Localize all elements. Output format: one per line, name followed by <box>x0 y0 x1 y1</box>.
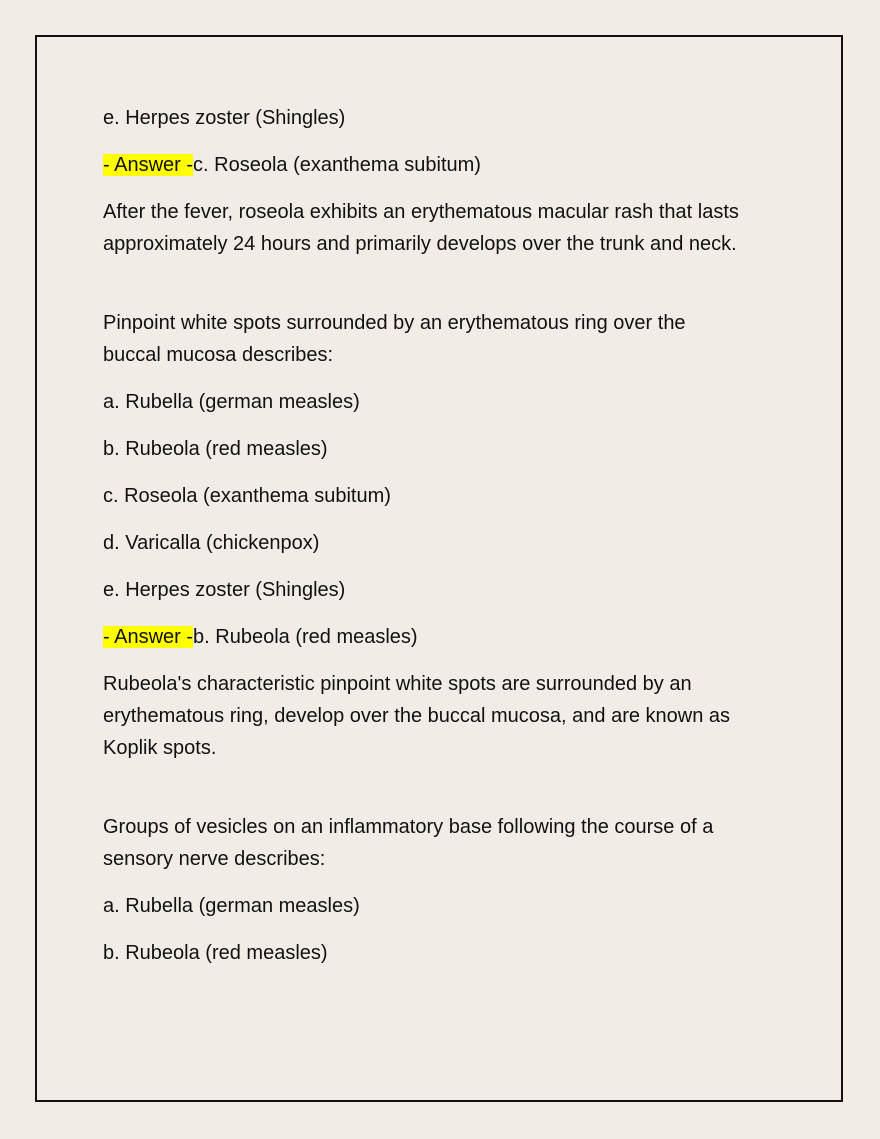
explanation-line: Koplik spots. <box>103 737 217 759</box>
explanation-line: approximately 24 hours and primarily develops over the trunk and neck. <box>103 233 737 255</box>
explanation <box>103 196 803 260</box>
answer-label: - Answer - <box>103 626 194 648</box>
option-d: d. Varicalla (chickenpox) <box>103 532 320 554</box>
answer-line <box>103 621 803 653</box>
option-a: a. Rubella (german measles) <box>103 895 360 917</box>
explanation-line: erythematous ring, develop over the buccal mucosa, and are known as <box>103 705 731 727</box>
question <box>103 811 803 875</box>
document-content <box>103 102 803 984</box>
explanation <box>103 668 803 764</box>
option-e: e. Herpes zoster (Shingles) <box>103 107 346 129</box>
answer-text: b. Rubeola (red measles) <box>193 626 418 648</box>
option-b: b. Rubeola (red measles) <box>103 438 328 460</box>
answer-line <box>103 149 803 181</box>
question <box>103 307 803 371</box>
explanation-line: After the fever, roseola exhibits an erythematous macular rash that lasts <box>103 201 739 223</box>
question-line: buccal mucosa describes: <box>103 344 334 366</box>
option-a: a. Rubella (german measles) <box>103 391 360 413</box>
question-line: Pinpoint white spots surrounded by an erythematous ring over the <box>103 312 686 334</box>
question-line: sensory nerve describes: <box>103 848 326 870</box>
paragraph-gap <box>103 779 803 811</box>
answer-text: c. Roseola (exanthema subitum) <box>193 154 481 176</box>
option-e: e. Herpes zoster (Shingles) <box>103 579 346 601</box>
question-line: Groups of vesicles on an inflammatory base following the course of a <box>103 816 714 838</box>
option-c: c. Roseola (exanthema subitum) <box>103 485 391 507</box>
answer-label: - Answer - <box>103 154 194 176</box>
paragraph-gap <box>103 275 803 307</box>
explanation-line: Rubeola's characteristic pinpoint white spots are surrounded by an <box>103 673 692 695</box>
option-b: b. Rubeola (red measles) <box>103 942 328 964</box>
